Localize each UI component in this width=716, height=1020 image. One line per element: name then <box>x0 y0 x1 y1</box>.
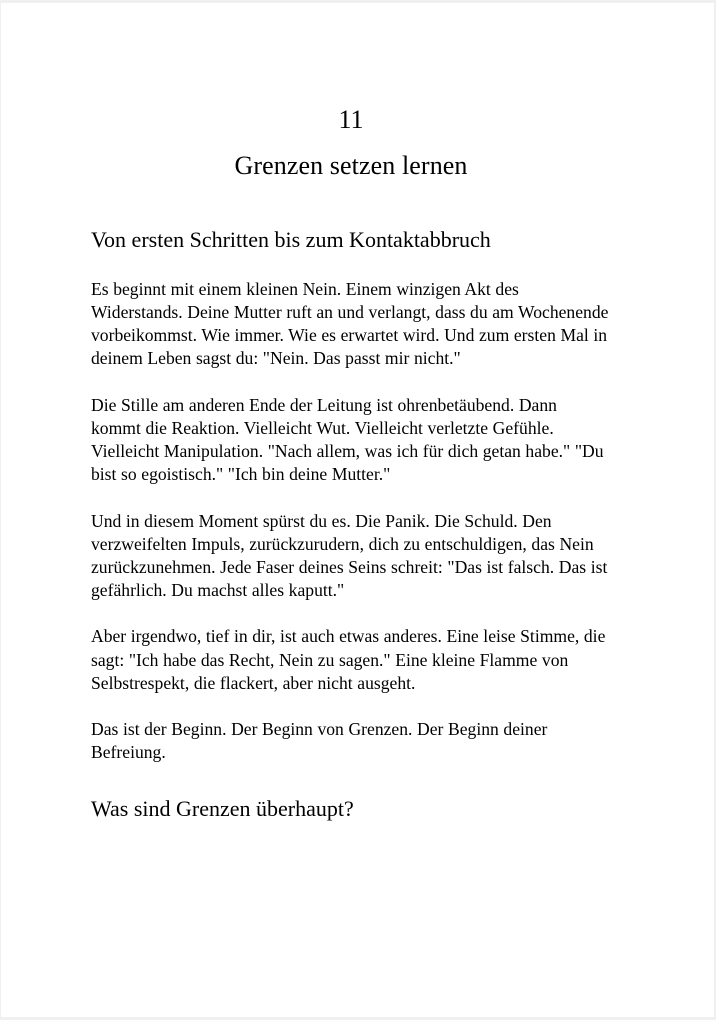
paragraph: Das ist der Beginn. Der Beginn von Grenzen. Der Beginn deiner Befreiung. <box>91 718 548 763</box>
section-heading-von-ersten-schritten: Von ersten Schritten bis zum Kontaktabbruch <box>91 227 491 253</box>
paragraph: Die Stille am anderen Ende der Leitung ist ohrenbetäubend. Dann kommt die Reaktion. Vielleicht Wut. Vielleicht verletzte Gefühle. Vielleicht Manipulation. "Nach allem, was ich für dich getan habe." "Du bist so egoistisch." "Ich bin deine Mutter." <box>91 394 604 485</box>
paragraph: Und in diesem Moment spürst du es. Die Panik. Die Schuld. Den verzweifelten Impuls, zurückzurudern, dich zu entschuldigen, das Nein zurückzunehmen. Jede Faser deines Seins schreit: "Das ist falsch. Das ist gefährlich. Du machst alles kaputt." <box>91 510 608 601</box>
section-heading-was-sind-grenzen: Was sind Grenzen überhaupt? <box>91 796 354 822</box>
page-content <box>91 3 611 823</box>
paragraph: Aber irgendwo, tief in dir, ist auch etwas anderes. Eine leise Stimme, die sagt: "Ich habe das Recht, Nein zu sagen." Eine kleine Flamme von Selbstrespekt, die flackert, aber nicht ausgeht. <box>91 626 606 693</box>
chapter-title: Grenzen setzen lernen <box>234 150 468 180</box>
chapter-number: 11 <box>338 105 364 134</box>
paragraph: Es beginnt mit einem kleinen Nein. Einem winzigen Akt des Widerstands. Deine Mutter ruft an und verlangt, dass du am Wochenende vorbeikommst. Wie immer. Wie es erwartet wird. Und zum ersten Mal in deinem Leben sagst du: "Nein. Das passt mir nicht." <box>91 278 609 369</box>
document-page <box>1 3 714 1017</box>
